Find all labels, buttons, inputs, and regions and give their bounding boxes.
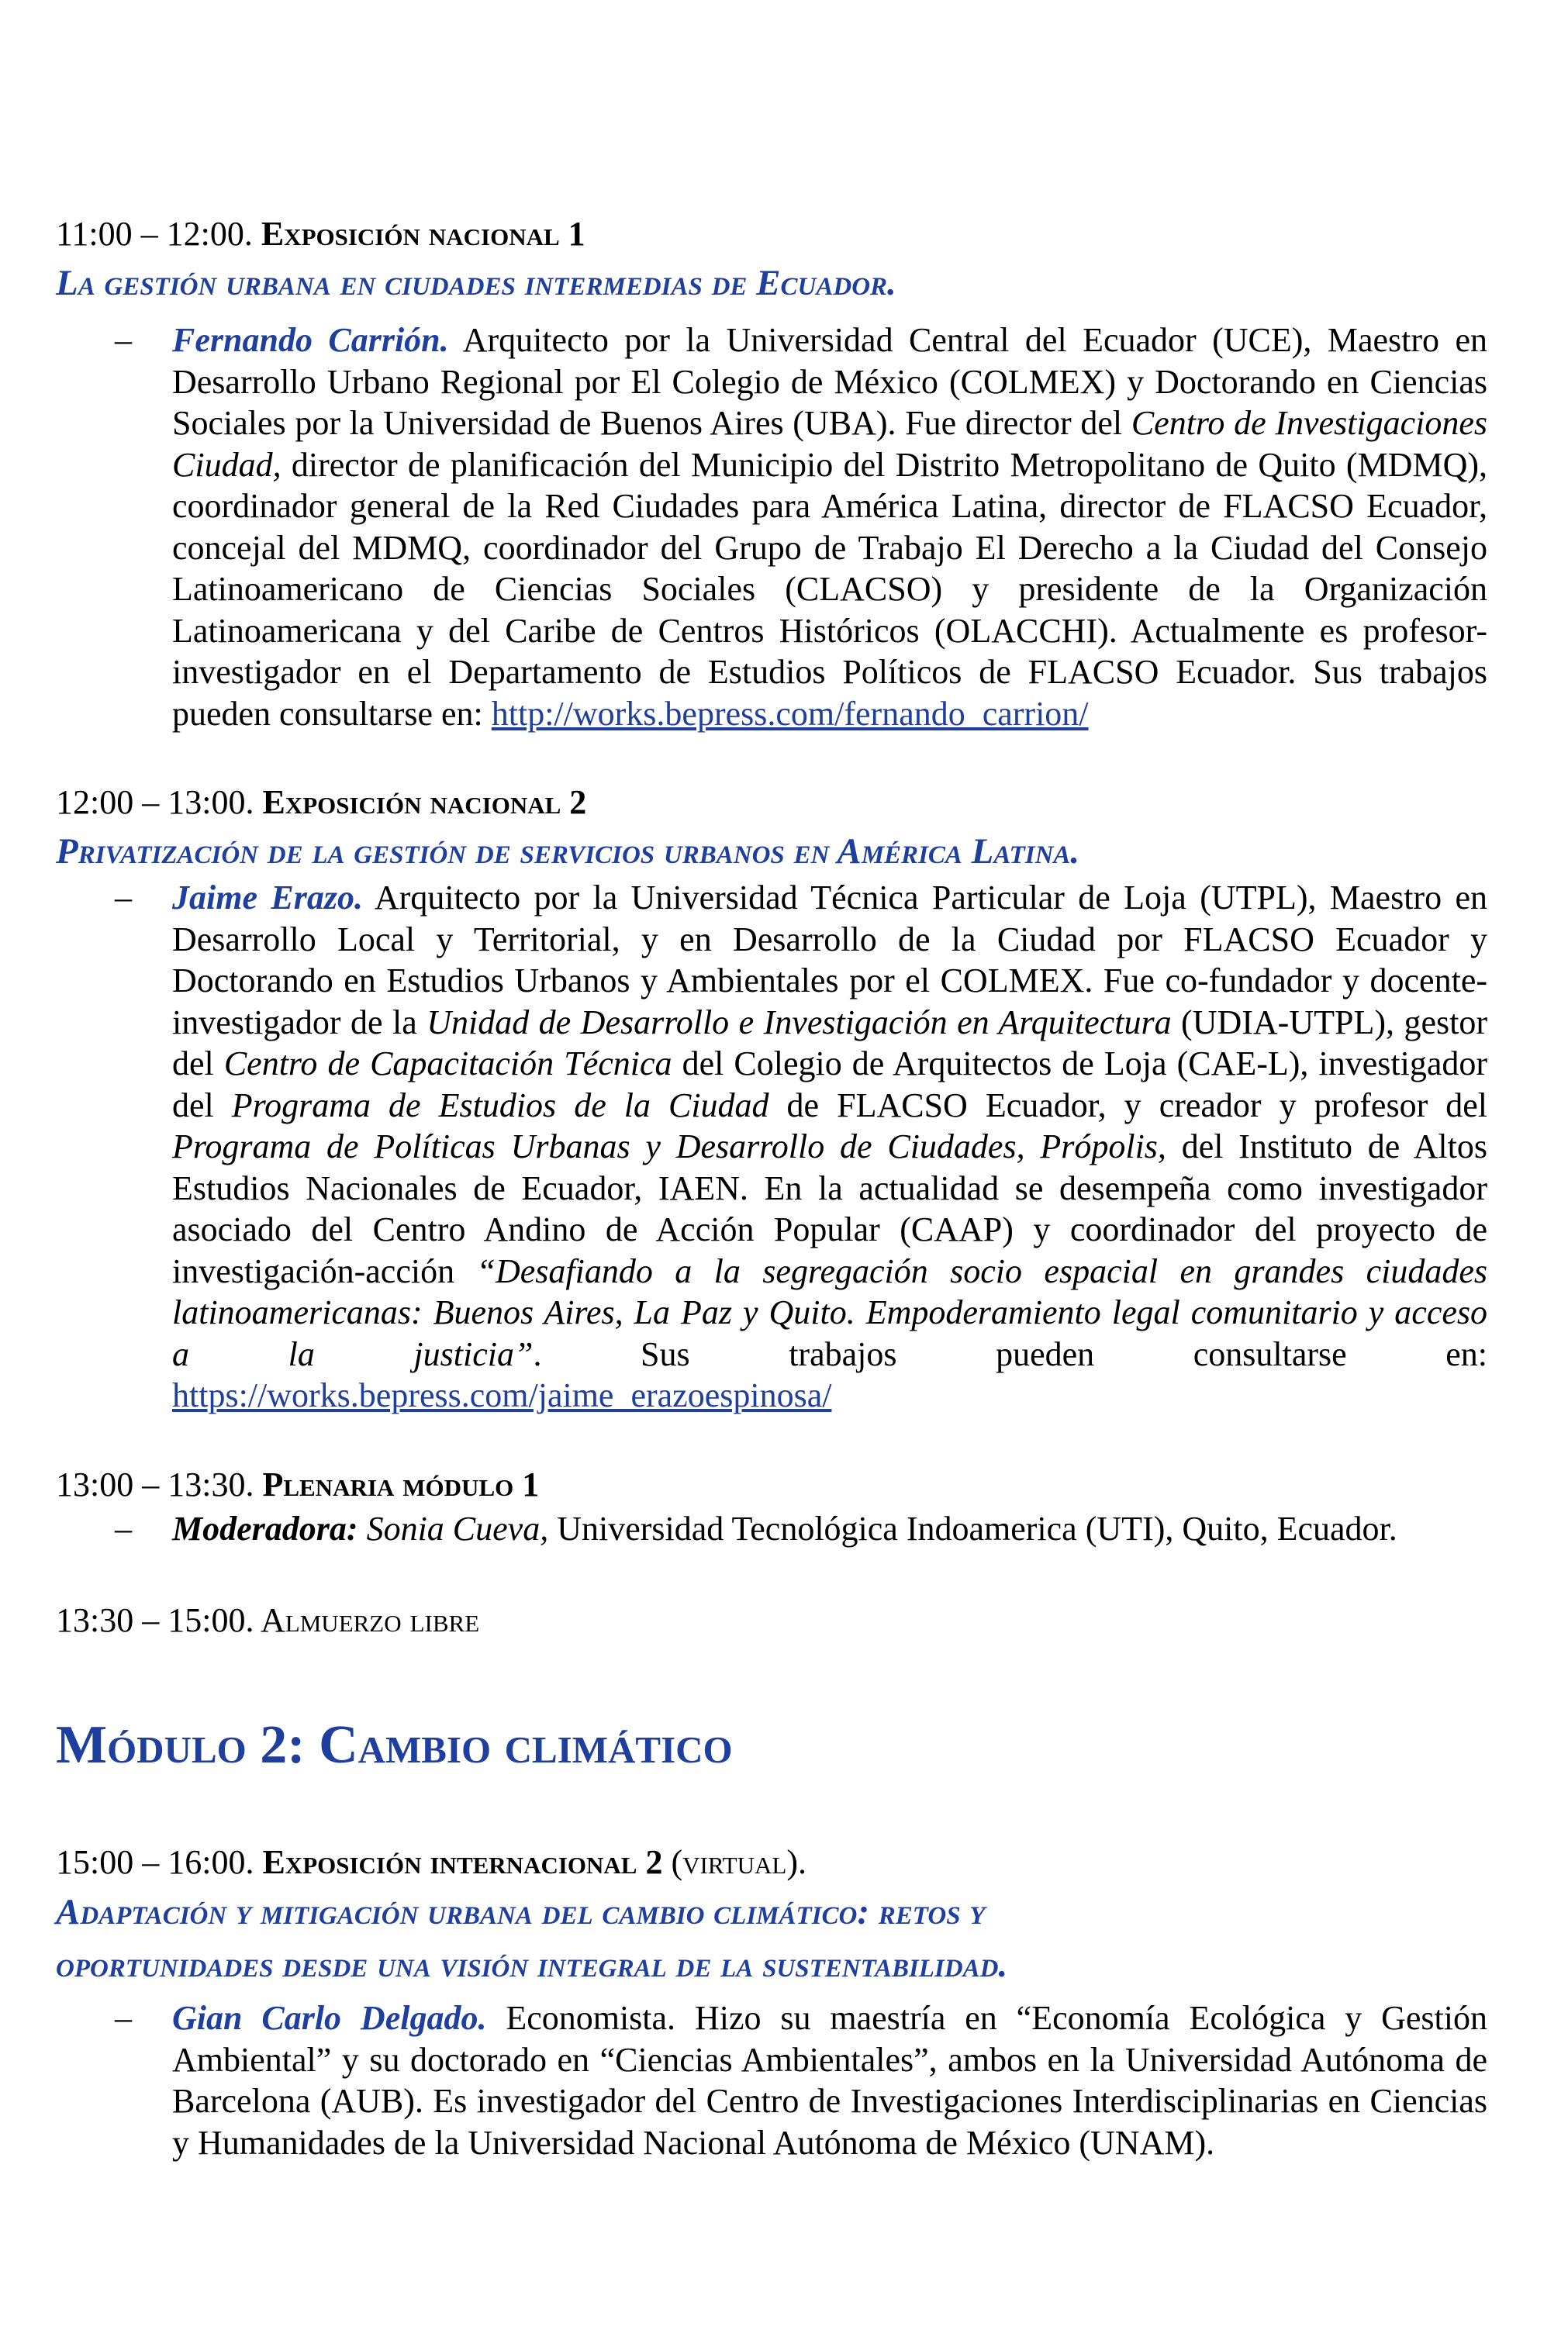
acronym: AUB	[331, 2082, 404, 2120]
bio-text: ), Maestro en Desarrollo Local y Territorial, y en Desarrollo de la Ciudad por	[172, 879, 1487, 958]
bio-text: , coordinador del Grupo de Trabajo El Derecho a la Ciudad del Consejo Latinoamericano de Ciencias Sociales (	[172, 528, 1488, 608]
acronym: MDMQ	[1357, 445, 1468, 484]
session-4-heading	[56, 1597, 1487, 1644]
program-page	[56, 211, 1487, 2163]
session-5-speaker-entry	[56, 1997, 1487, 2163]
bio-text: (	[1171, 1003, 1193, 1041]
moderator-label: Moderadora:	[172, 1509, 358, 1548]
dash-bullet: –	[115, 1509, 132, 1548]
session-2-title: Exposición nacional 2	[262, 783, 587, 821]
acronym: FLACSO	[1027, 653, 1159, 691]
session-1-speaker-bio	[172, 319, 1487, 734]
session-3-heading	[56, 1462, 1487, 1508]
speaker-name: Gian Carlo Delgado.	[172, 1999, 487, 2037]
acronym: UTPL	[1211, 879, 1297, 917]
module-2-heading: Módulo 2: Cambio climático	[56, 1715, 733, 1775]
session-1-heading	[56, 211, 1487, 257]
bio-text: Ecuador. Sus trabajos pueden consultarse en:	[172, 653, 1487, 733]
bio-text: del Instituto de Altos Estudios Nacionales de Ecuador,	[172, 1127, 1487, 1207]
bio-text: ), investigador del	[172, 1044, 1488, 1124]
bio-text: ), gestor del	[172, 1003, 1487, 1082]
acronym: MDMQ	[352, 528, 463, 567]
italic-text: Programa de Políticas Urbanas y Desarrollo de Ciudades, Própolis,	[172, 1127, 1166, 1165]
bio-text: Ecuador, concejal del	[172, 487, 1487, 567]
acronym: UTI	[1097, 1509, 1154, 1548]
dash-bullet: –	[115, 1999, 132, 2037]
session-4	[56, 1597, 1487, 1644]
session-2-speaker-bio	[172, 877, 1487, 1417]
bio-text: ).	[1194, 2123, 1215, 2162]
dash-bullet: –	[115, 879, 132, 917]
acronym: UDIA-UTPL	[1192, 1003, 1375, 1041]
bio-text: Arquitecto por la Universidad Central del Ecuador (	[448, 321, 1224, 359]
speaker-name: Fernando Carrión.	[172, 321, 449, 359]
acronym: UNAM	[1090, 2123, 1195, 2162]
acronym: COLMEX	[940, 961, 1085, 999]
bio-text: ), coordinador general de la Red Ciudades para América Latina, director de	[172, 445, 1487, 525]
dash-bullet: –	[115, 321, 132, 359]
acronym: CAE-L	[1188, 1044, 1289, 1082]
acronym: IAEN	[658, 1169, 740, 1207]
session-3-moderator-entry	[56, 1508, 1487, 1550]
session-5-heading	[56, 1839, 1487, 1886]
session-5-subtitle-line-1: Adaptación y mitigación urbana del cambio climático: retos y	[56, 1892, 986, 1932]
italic-text: Unidad de Desarrollo e Investigación en Arquitectura	[427, 1003, 1172, 1041]
session-2-time: 12:00 – 13:00.	[56, 783, 254, 821]
session-2-subtitle: Privatización de la gestión de servicios urbanos en América Latina.	[56, 831, 1080, 872]
session-5-virtual: virtual	[682, 1843, 787, 1881]
session-3-title: Plenaria módulo 1	[262, 1465, 540, 1503]
session-5-paren: ).	[786, 1843, 806, 1881]
session-1-time: 11:00 – 12:00.	[56, 215, 253, 253]
session-5-title: Exposición internacional 2	[262, 1843, 663, 1881]
moderator-text: ), Quito, Ecuador.	[1153, 1509, 1397, 1548]
session-1-subtitle: La gestión urbana en ciudades intermedias de Ecuador.	[56, 263, 896, 303]
bio-text: ). Fue director del	[876, 404, 1131, 442]
bio-text: . Sus trabajos pueden consultarse en:	[533, 1334, 1488, 1373]
bio-text: ). Actualmente es profesor-investigador en el Departamento de Estudios Políticos de	[172, 611, 1487, 691]
session-5	[56, 1839, 1487, 1886]
acronym: FLACSO	[1183, 920, 1314, 958]
italic-text: Centro de Investigaciones Ciudad,	[172, 404, 1488, 484]
italic-text: Programa de Estudios de la Ciudad	[231, 1086, 769, 1124]
session-3-moderator	[172, 1508, 1487, 1550]
bio-text: del Colegio de Arquitectos de Loja (	[672, 1044, 1189, 1082]
acronym: CAAP	[910, 1210, 1003, 1248]
acronym: CLACSO	[796, 570, 931, 608]
bio-text: Ecuador, y creador y profesor del	[967, 1086, 1487, 1124]
session-1-speaker-entry	[56, 319, 1487, 734]
session-4-title: Almuerzo libre	[254, 1601, 480, 1639]
acronym: COLMEX	[960, 362, 1105, 401]
session-5-subtitle-line-2: oportunidades desde una visión integral de la sustentabilidad.	[56, 1945, 1008, 1985]
acronym: OLACCHI	[945, 611, 1098, 650]
speaker-works-link[interactable]: http://works.bepress.com/fernando_carrion/	[491, 694, 1089, 733]
bio-text: Economista. Hizo su maestría en “Economía Ecológica y Gestión Ambiental” y su doctorado en “Ciencias Ambientales”, ambos en la Universidad Autónoma de Barcelona (	[172, 1999, 1487, 2120]
bio-text: de	[768, 1086, 838, 1124]
bio-text: ) y coordinador del proyecto de investigación-acción	[172, 1210, 1487, 1290]
session-1-title: Exposición nacional 1	[261, 215, 585, 253]
acronym: UBA	[803, 404, 876, 442]
session-2	[56, 779, 1487, 826]
speaker-name: Jaime Erazo.	[172, 879, 363, 917]
moderator-text: Universidad Tecnológica Indoamerica (	[548, 1509, 1097, 1548]
session-5-speaker-bio	[172, 1997, 1487, 2163]
bio-text: ) y Doctorando en Ciencias Sociales por la Universidad de Buenos Aires (	[172, 362, 1487, 442]
session-3	[56, 1462, 1487, 1508]
italic-text: Centro de Capacitación Técnica	[223, 1044, 672, 1082]
session-5-paren: (	[662, 1843, 683, 1881]
session-3-time: 13:00 – 13:30.	[56, 1465, 254, 1503]
bio-text: Ecuador y Doctorando en Estudios Urbanos y Ambientales por el	[172, 920, 1488, 999]
acronym: UCE	[1223, 321, 1292, 359]
moderator-name: Sonia Cueva,	[357, 1509, 549, 1548]
session-5-time: 15:00 – 16:00.	[56, 1843, 254, 1881]
italic-text: “Desafiando a la segregación socio espacial en grandes ciudades latinoamericanas: Buenos Aires, La Paz y Quito. Empoderamiento legal comunitario y acceso a la justicia”	[172, 1251, 1488, 1373]
bio-text: ), Maestro en Desarrollo Urbano Regional por El Colegio de México (	[172, 321, 1487, 401]
bio-text: . En la actualidad se desempeña como investigador asociado del Centro Andino de Acción Popular (	[172, 1169, 1487, 1248]
speaker-works-link[interactable]: https://works.bepress.com/jaime_erazoespinosa/	[172, 1376, 832, 1414]
bio-text: ) y presidente de la Organización Latinoamericana y del Caribe de Centros Históricos (	[172, 570, 1487, 650]
acronym: FLACSO	[837, 1086, 968, 1124]
bio-text: ). Es investigador del Centro de Investigaciones Interdisciplinarias en Ciencias y Humanidades de la Universidad Nacional Autónoma de México (	[172, 2082, 1488, 2162]
acronym: FLACSO	[1223, 487, 1354, 525]
bio-text: . Fue co-fundador y docente-investigador de la	[172, 961, 1487, 1041]
session-4-time: 13:30 – 15:00.	[56, 1601, 254, 1639]
session-2-speaker-entry	[56, 877, 1487, 1417]
session-2-heading	[56, 779, 1487, 826]
bio-text: Arquitecto por la Universidad Técnica Particular de Loja (	[362, 879, 1211, 917]
bio-text: director de planificación del Municipio del Distrito Metropolitano de Quito (	[281, 445, 1358, 484]
